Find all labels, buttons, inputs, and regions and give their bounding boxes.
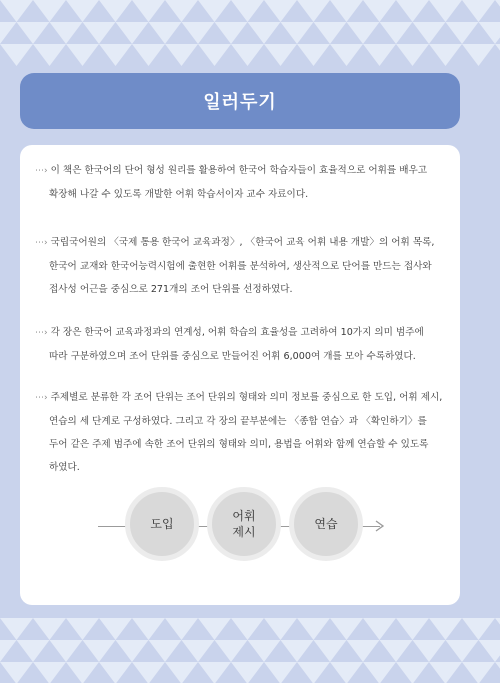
bottom-triangle-pattern <box>0 618 500 683</box>
triangle-shape <box>132 662 165 683</box>
triangle-shape <box>314 22 347 44</box>
triangle-shape <box>495 618 500 640</box>
triangle-shape <box>231 44 264 66</box>
triangle-shape <box>396 0 429 22</box>
triangle-shape <box>347 22 380 44</box>
content-card <box>20 145 460 605</box>
triangle-shape <box>429 618 462 640</box>
triangle-shape <box>363 662 396 683</box>
header-banner <box>20 73 460 129</box>
triangle-shape <box>182 640 215 662</box>
triangle-shape <box>479 22 500 44</box>
triangle-shape <box>281 22 314 44</box>
triangle-shape <box>0 0 33 22</box>
paragraph-intro: ⋯› 이 책은 한국어의 단어 형성 원리를 활용하여 한국어 학습자들이 효율적으로 어휘를 배우고 확장해 나갈 수 있도록 개발한 어휘 학습서이자 교수 자료이다. <box>35 165 428 200</box>
triangle-shape <box>380 22 413 44</box>
triangle-shape <box>0 22 17 44</box>
triangle-shape <box>66 44 99 66</box>
triangle-shape <box>165 662 198 683</box>
triangle-shape <box>132 618 165 640</box>
triangle-shape <box>380 640 413 662</box>
triangle-shape <box>215 22 248 44</box>
triangle-shape <box>99 618 132 640</box>
triangle-shape <box>264 662 297 683</box>
triangle-shape <box>198 44 231 66</box>
triangle-shape <box>231 662 264 683</box>
flow-step-practice: 연습 <box>289 487 363 561</box>
triangle-shape <box>479 640 500 662</box>
triangle-shape <box>264 44 297 66</box>
top-triangle-pattern <box>0 0 500 66</box>
paragraph-chapter-structure: ⋯› 각 장은 한국어 교육과정과의 연계성, 어휘 학습의 효율성을 고려하여 10가지 의미 범주에 따라 구분하였으며 조어 단위를 중심으로 만들어진 어휘 6,000여 개를 모아 수록하였다. <box>35 327 424 362</box>
triangle-shape <box>0 618 33 640</box>
triangle-shape <box>50 640 83 662</box>
triangle-shape <box>462 0 495 22</box>
triangle-shape <box>198 0 231 22</box>
triangle-shape <box>363 0 396 22</box>
triangle-shape <box>396 662 429 683</box>
flow-step-vocab: 어휘 제시 <box>207 487 281 561</box>
arrow-right-icon <box>374 520 386 532</box>
triangle-shape <box>495 662 500 683</box>
triangle-shape <box>66 0 99 22</box>
triangle-shape <box>17 640 50 662</box>
triangle-shape <box>264 618 297 640</box>
triangle-shape <box>132 0 165 22</box>
bullet-arrow-icon: ⋯› <box>35 393 48 403</box>
triangle-shape <box>297 662 330 683</box>
triangle-shape <box>99 0 132 22</box>
triangle-shape <box>413 22 446 44</box>
triangle-shape <box>198 618 231 640</box>
triangle-shape <box>281 640 314 662</box>
triangle-shape <box>264 0 297 22</box>
triangle-shape <box>429 662 462 683</box>
paragraph-vocab-selection: ⋯› 국립국어원의 〈국제 통용 한국어 교육과정〉, 〈한국어 교육 어휘 내용 개발〉의 어휘 목록, 한국어 교재와 한국어능력시험에 출현한 어휘를 분석하여, 생산적으로 단어를 만드는 접사와 접사성 어근을 중심으로 271개의 조어 단위를 선정하였다. <box>35 237 435 295</box>
triangle-shape <box>198 662 231 683</box>
triangle-shape <box>33 0 66 22</box>
triangle-shape <box>66 662 99 683</box>
triangle-shape <box>182 22 215 44</box>
triangle-shape <box>297 0 330 22</box>
triangle-shape <box>297 44 330 66</box>
triangle-shape <box>248 22 281 44</box>
triangle-shape <box>248 640 281 662</box>
page-title: 일러두기 <box>203 92 277 113</box>
triangle-shape <box>149 640 182 662</box>
triangle-shape <box>116 640 149 662</box>
paragraph-unit-composition: ⋯› 주제별로 분류한 각 조어 단위는 조어 단위의 형태와 의미 정보를 중심으로 한 도입, 어휘 제시, 연습의 세 단계로 구성하였다. 그리고 각 장의 끝부분에는 〈종합 연습〉과 〈확인하기〉를 두어 같은 주제 범주에 속한 조어 단위의 형태와 의미, 용법을 어휘와 함께 연습할 수 있도록 하였다. <box>35 392 443 473</box>
triangle-shape <box>99 44 132 66</box>
triangle-shape <box>231 0 264 22</box>
triangle-shape <box>0 662 33 683</box>
triangle-shape <box>297 618 330 640</box>
triangle-shape <box>132 44 165 66</box>
flow-step-intro: 도입 <box>125 487 199 561</box>
triangle-shape <box>330 0 363 22</box>
triangle-shape <box>231 618 264 640</box>
triangle-shape <box>83 22 116 44</box>
triangle-shape <box>396 44 429 66</box>
triangle-shape <box>330 662 363 683</box>
triangle-shape <box>330 618 363 640</box>
learning-flow-diagram <box>20 487 460 567</box>
triangle-shape <box>33 44 66 66</box>
triangle-shape <box>446 640 479 662</box>
triangle-shape <box>83 640 116 662</box>
triangle-shape <box>99 662 132 683</box>
triangle-shape <box>495 44 500 66</box>
triangle-shape <box>363 44 396 66</box>
triangle-shape <box>165 0 198 22</box>
triangle-shape <box>0 44 33 66</box>
triangle-shape <box>429 44 462 66</box>
triangle-shape <box>462 44 495 66</box>
triangle-shape <box>33 618 66 640</box>
triangle-shape <box>363 618 396 640</box>
triangle-shape <box>495 0 500 22</box>
bullet-arrow-icon: ⋯› <box>35 238 48 248</box>
bullet-arrow-icon: ⋯› <box>35 328 48 338</box>
triangle-shape <box>413 640 446 662</box>
triangle-shape <box>314 640 347 662</box>
triangle-shape <box>446 22 479 44</box>
triangle-shape <box>66 618 99 640</box>
triangle-shape <box>347 640 380 662</box>
triangle-shape <box>116 22 149 44</box>
triangle-shape <box>462 618 495 640</box>
triangle-shape <box>149 22 182 44</box>
triangle-shape <box>215 640 248 662</box>
triangle-shape <box>165 44 198 66</box>
triangle-shape <box>33 662 66 683</box>
triangle-shape <box>17 22 50 44</box>
triangle-shape <box>396 618 429 640</box>
triangle-shape <box>330 44 363 66</box>
triangle-shape <box>462 662 495 683</box>
triangle-shape <box>0 640 17 662</box>
triangle-shape <box>50 22 83 44</box>
triangle-shape <box>429 0 462 22</box>
bullet-arrow-icon: ⋯› <box>35 166 48 176</box>
triangle-shape <box>165 618 198 640</box>
